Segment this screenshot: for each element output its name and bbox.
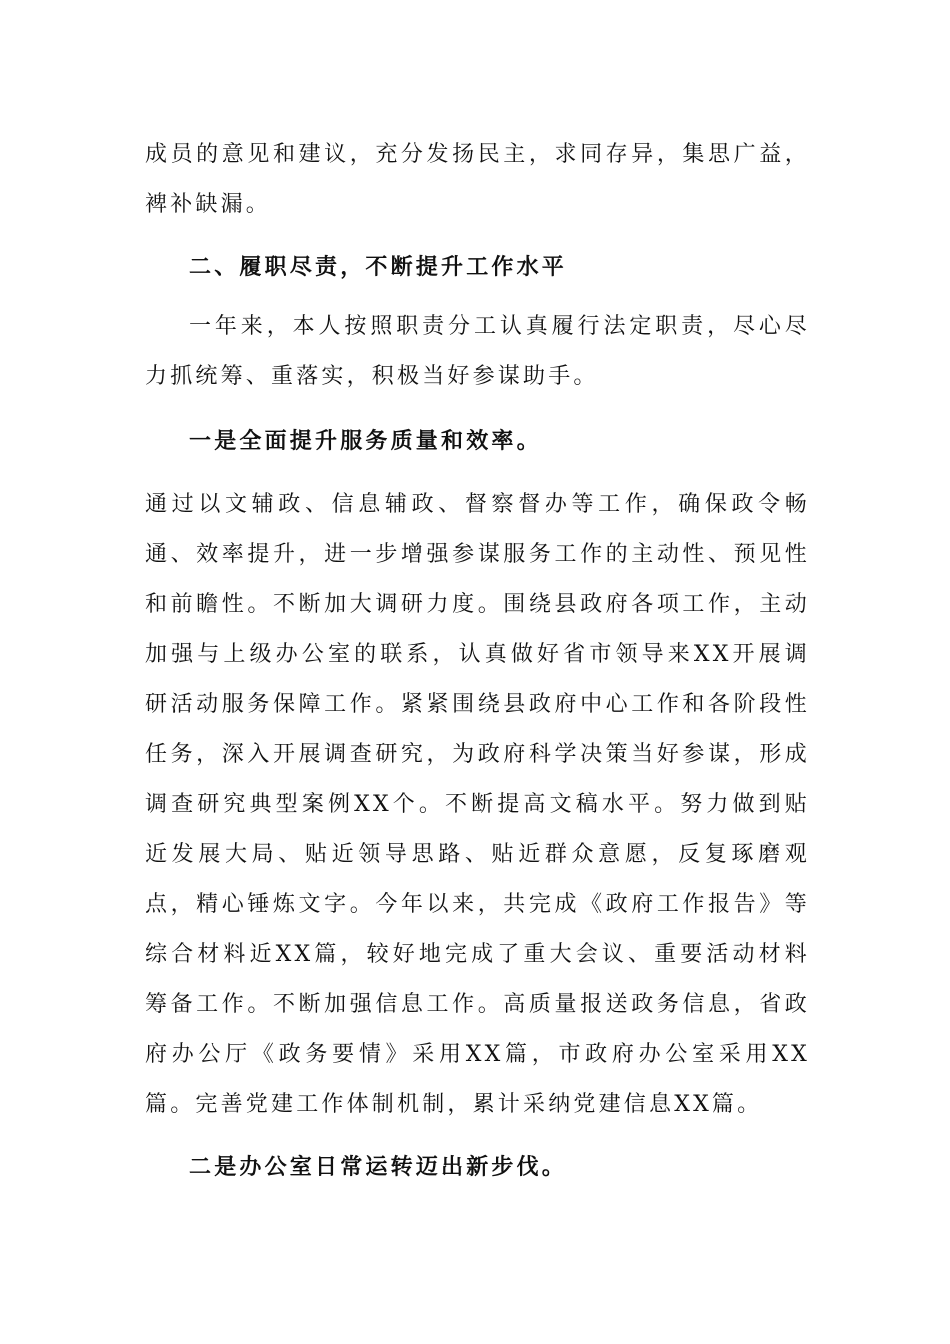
paragraph-continuation: 成员的意见和建议，充分发扬民主，求同存异，集思广益，裨补缺漏。 — [145, 142, 810, 217]
paragraph-duties: 一年来，本人按照职责分工认真履行法定职责，尽心尽力抓统筹、重落实，积极当好参谋助手。 — [145, 314, 810, 389]
subheading-1: 一是全面提升服务质量和效率。 — [189, 428, 542, 454]
subheading-2: 二是办公室日常运转迈出新步伐。 — [189, 1154, 568, 1180]
section-heading-2: 二、履职尽责，不断提升工作水平 — [189, 254, 568, 280]
paragraph-service: 通过以文辅政、信息辅政、督察督办等工作，确保政令畅通、效率提升，进一步增强参谋服务工作的主动性、预见性和前瞻性。不断加大调研力度。围绕县政府各项工作，主动加强与上级办公室的联系，认真做好省市领导来XX开展调研活动服务保障工作。紧紧围绕县政府中心工作和各阶段性任务，深入开展调查研究，为政府科学决策当好参谋，形成调查研究典型案例XX个。不断提高文稿水平。努力做到贴近发展大局、贴近领导思路、贴近群众意愿，反复琢磨观点，精心锤炼文字。今年以来，共完成《政府工作报告》等综合材料近XX篇，较好地完成了重大会议、重要活动材料筹备工作。不断加强信息工作。高质量报送政务信息，省政府办公厅《政务要情》采用XX篇，市政府办公室采用XX篇。完善党建工作体制机制，累计采纳党建信息XX篇。 — [145, 492, 810, 1117]
